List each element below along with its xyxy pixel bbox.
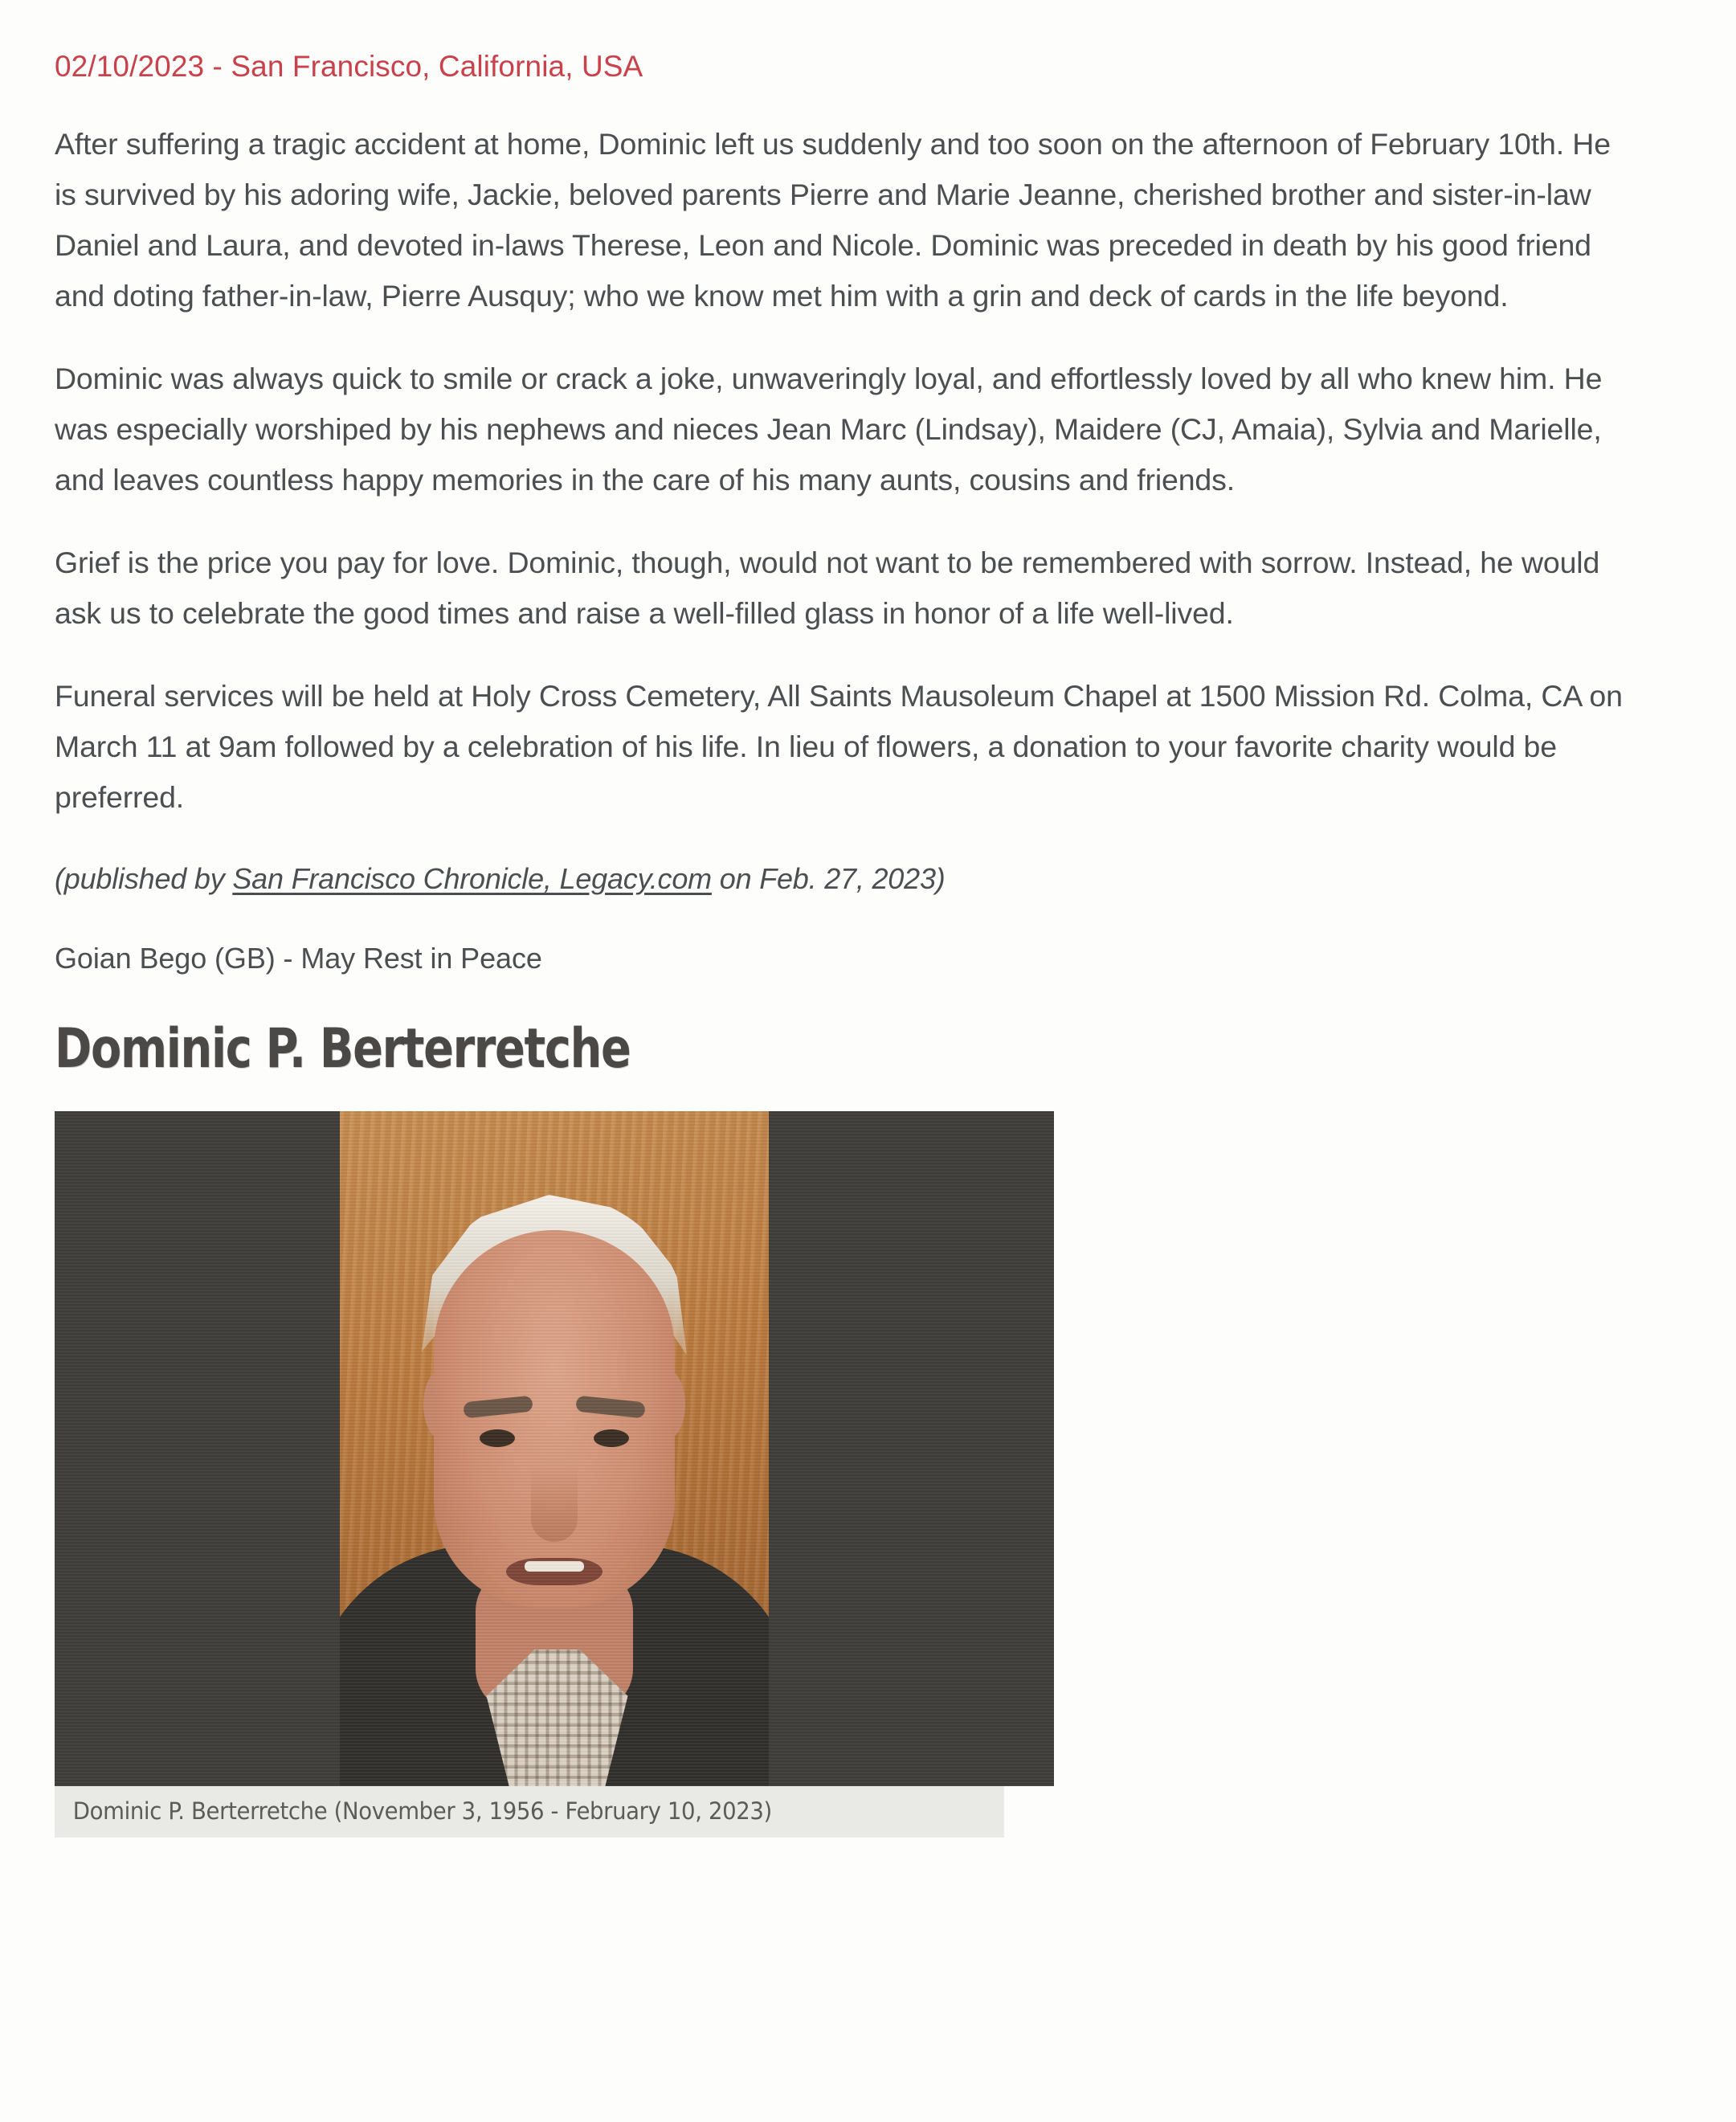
dateline: 02/10/2023 - San Francisco, California, USA [55,50,643,83]
photo-caption: Dominic P. Berterretche (November 3, 1956 - February 10, 2023) [55,1786,1004,1838]
eye-left-shape [480,1429,515,1447]
publication-source-link[interactable]: San Francisco Chronicle, Legacy.com [232,862,712,895]
portrait-image [340,1111,769,1786]
teeth-shape [525,1561,584,1572]
obituary-paragraph-1: After suffering a tragic accident at home, Dominic left us suddenly and too soon on the afternoon of February 10th. He is survived by his adoring wife, Jackie, beloved parents Pierre and Marie Jeanne, cherished brother and sister-in-law Daniel and Laura, and devoted in-laws Therese, Leon and Nicole. Dominic was preceded in death by his good friend and doting father-in-law, Pierre Ausquy; who we know met him with a grin and deck of cards in the life beyond. [55,127,1611,313]
photo-letterbox-left [55,1111,340,1786]
eye-right-shape [594,1429,629,1447]
publication-credit [55,855,1629,903]
deceased-name-heading: Dominic P. Berterretche [55,1017,631,1081]
nose-shape [531,1465,578,1542]
document-content [55,50,1629,1838]
obituary-paragraph-4: Funeral services will be held at Holy Cross Cemetery, All Saints Mausoleum Chapel at 1500 Mission Rd. Colma, CA on March 11 at 9am followed by a celebration of his life. In lieu of flowers, a donation to your favorite charity would be preferred. [55,679,1623,814]
portrait-photo-block [55,1111,1054,1838]
face-shape [434,1230,675,1608]
obituary-paragraph-3: Grief is the price you pay for love. Dominic, though, would not want to be remembered with sorrow. Instead, he would ask us to celebrate the good times and raise a well-filled glass in honor of a life well-lived. [55,546,1600,630]
publication-prefix: (published by [55,862,233,895]
photo-letterbox-right [769,1111,1054,1786]
obituary-paragraph-2: Dominic was always quick to smile or crack a joke, unwaveringly loyal, and effortlessly loved by all who knew him. He was especially worshiped by his nephews and nieces Jean Marc (Lindsay), Maidere (CJ, Amaia), Sylvia and Marielle, and leaves countless happy memories in the care of his many aunts, cousins and friends. [55,362,1603,497]
publication-suffix: on Feb. 27, 2023) [711,862,946,895]
portrait-photo [55,1111,1054,1786]
signoff-line: Goian Bego (GB) - May Rest in Peace [55,942,542,975]
